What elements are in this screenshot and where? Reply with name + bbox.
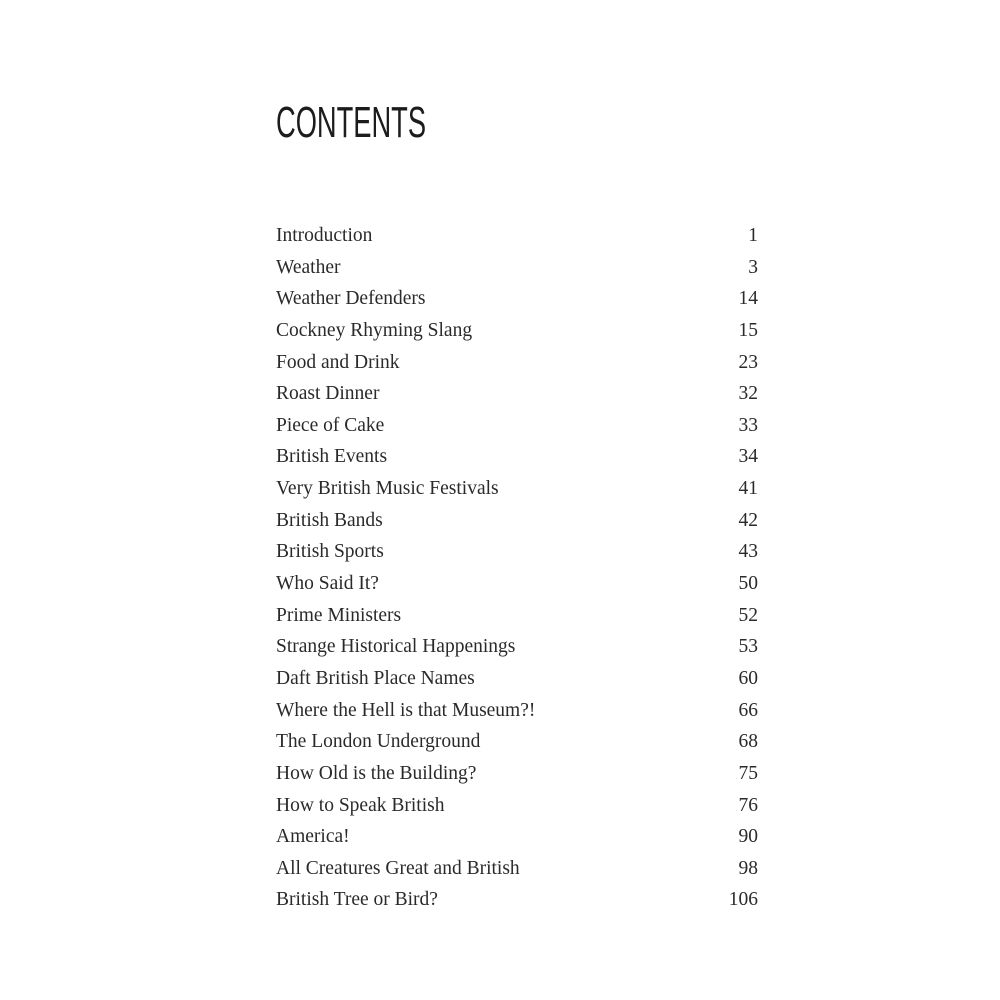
toc-entry: [276, 853, 758, 885]
toc-entry: [276, 884, 758, 916]
toc-entry-title: All Creatures Great and British: [276, 857, 520, 879]
toc-entry-page-number: 90: [738, 826, 758, 848]
toc-entry: [276, 663, 758, 695]
toc-entry-title: Where the Hell is that Museum?!: [276, 699, 536, 721]
toc-entry-title: Prime Ministers: [276, 604, 402, 626]
toc-entry: [276, 473, 758, 505]
toc-entry-title: Food and Drink: [276, 351, 400, 373]
toc-entry-title: The London Underground: [276, 731, 481, 753]
toc-entry: [276, 695, 758, 727]
toc-entry: [276, 441, 758, 473]
toc-entry-title: Piece of Cake: [276, 414, 385, 436]
toc-entry-title: Daft British Place Names: [276, 667, 475, 689]
toc-entry-page-number: 75: [738, 762, 758, 784]
table-of-contents: [276, 220, 758, 916]
toc-entry-page-number: 53: [738, 636, 758, 658]
toc-entry: [276, 821, 758, 853]
toc-entry-title: Weather Defenders: [276, 288, 426, 310]
toc-entry: [276, 347, 758, 379]
toc-entry: [276, 600, 758, 632]
toc-entry-title: British Bands: [276, 509, 383, 531]
toc-entry-title: British Events: [276, 446, 388, 468]
toc-entry-page-number: 32: [738, 383, 758, 405]
toc-entry: [276, 410, 758, 442]
toc-entry-title: Who Said It?: [276, 573, 379, 595]
toc-entry-page-number: 23: [738, 351, 758, 373]
toc-entry: [276, 726, 758, 758]
toc-entry-page-number: 3: [748, 256, 758, 278]
toc-entry: [276, 252, 758, 284]
toc-entry: [276, 283, 758, 315]
toc-entry-page-number: 14: [738, 288, 758, 310]
toc-entry: [276, 505, 758, 537]
toc-entry-title: America!: [276, 826, 350, 848]
toc-entry: [276, 220, 758, 252]
toc-entry-title: Very British Music Festivals: [276, 478, 499, 500]
toc-entry-page-number: 60: [738, 667, 758, 689]
toc-entry: [276, 315, 758, 347]
toc-entry-page-number: 76: [738, 794, 758, 816]
toc-entry-title: How Old is the Building?: [276, 762, 477, 784]
page-title: CONTENTS: [276, 98, 427, 147]
toc-entry-title: Roast Dinner: [276, 383, 380, 405]
toc-entry-page-number: 1: [748, 225, 758, 246]
toc-entry-page-number: 68: [738, 731, 758, 753]
toc-entry-title: Weather: [276, 256, 341, 278]
toc-entry: [276, 568, 758, 600]
toc-entry-title: Strange Historical Happenings: [276, 636, 516, 658]
toc-entry-page-number: 50: [738, 573, 758, 595]
toc-entry-page-number: 41: [738, 478, 758, 500]
toc-entry-page-number: 42: [738, 509, 758, 531]
toc-entry-title: British Tree or Bird?: [276, 889, 438, 911]
toc-entry: [276, 631, 758, 663]
toc-entry-title: Introduction: [276, 225, 373, 246]
toc-entry-title: Cockney Rhyming Slang: [276, 319, 473, 341]
toc-entry-page-number: 66: [738, 699, 758, 721]
toc-entry-title: How to Speak British: [276, 794, 445, 816]
toc-entry-page-number: 15: [738, 319, 758, 341]
toc-entry-page-number: 33: [738, 414, 758, 436]
toc-entry: [276, 536, 758, 568]
toc-entry-page-number: 43: [738, 541, 758, 563]
toc-entry-page-number: 106: [728, 889, 758, 911]
toc-entry: [276, 378, 758, 410]
toc-entry: [276, 758, 758, 790]
toc-entry: [276, 790, 758, 822]
toc-entry-title: British Sports: [276, 541, 384, 563]
toc-entry-page-number: 52: [738, 604, 758, 626]
toc-entry-page-number: 98: [738, 857, 758, 879]
toc-entry-page-number: 34: [738, 446, 758, 468]
